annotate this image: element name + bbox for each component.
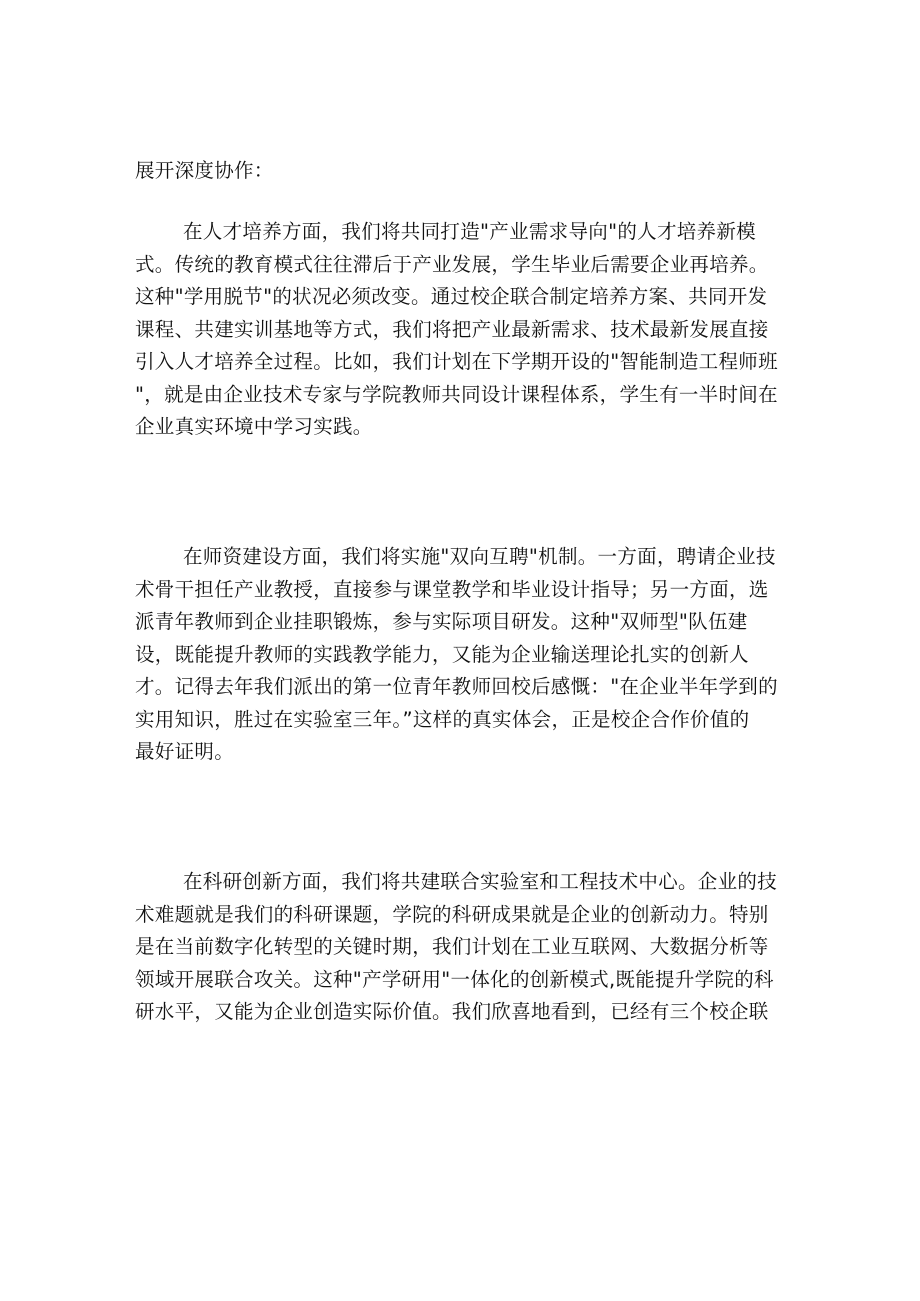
paragraph-line: 术难题就是我们的科研课题，学院的科研成果就是企业的创新动力。特别 [135,902,769,926]
paragraph-line: 研水平，又能为企业创造实际价值。我们欣喜地看到，已经有三个校企联 [135,1000,769,1023]
paragraph-line: 术骨干担任产业教授，直接参与课堂教学和毕业设计指导；另一方面，选 [135,577,769,601]
paragraph-line: "，就是由企业技术专家与学院教师共同设计课程体系，学生有一半时间在 [135,382,778,406]
paragraph-line: 在人才培养方面，我们将共同打造"产业需求导向"的人才培养新模 [183,220,756,243]
paragraph-talent-training [135,216,785,444]
paragraph-line: 派青年教师到企业挂职锻炼，参与实际项目研发。这种"双师型"队伍建 [135,610,748,633]
paragraph-research-innovation [135,866,785,1029]
paragraph-line: 企业真实环境中学习实践。 [135,415,373,438]
paragraph-line: 引入人才培养全过程。比如，我们计划在下学期开设的"智能制造工程师班 [135,350,778,373]
paragraph-line: 最好证明。 [135,740,235,763]
paragraph-faculty-building [135,541,785,769]
lead-in-block [135,155,785,188]
paragraph-line: 在师资建设方面，我们将实施"双向互聘"机制。一方面，聘请企业技 [183,545,776,568]
paragraph-line: 领域开展联合攻关。这种"产学研用"一体化的创新模式,既能提升学院的科 [135,967,774,991]
paragraph-line: 这种"学用脱节"的状况必须改变。通过校企联合制定培养方案、共同开发 [135,285,768,308]
paragraph-line: 课程、共建实训基地等方式，我们将把产业最新需求、技术最新发展直接 [135,317,769,341]
paragraph-line: 设，既能提升教师的实践教学能力，又能为企业输送理论扎实的创新人 [135,642,749,666]
paragraph-line: 才。记得去年我们派出的第一位青年教师回校后感慨："在企业半年学到的 [135,675,778,698]
paragraph-line: 在科研创新方面，我们将共建联合实验室和工程技术中心。企业的技 [183,870,778,893]
paragraph-line: 实用知识，胜过在实验室三年。”这样的真实体会，正是校企合作价值的 [135,707,750,731]
lead-in-line: 展开深度协作： [135,159,274,182]
paragraph-line: 是在当前数字化转型的关键时期，我们计划在工业互联网、大数据分析等 [135,935,769,958]
paragraph-line: 式。传统的教育模式往往滞后于产业发展，学生毕业后需要企业再培养。 [135,252,769,276]
